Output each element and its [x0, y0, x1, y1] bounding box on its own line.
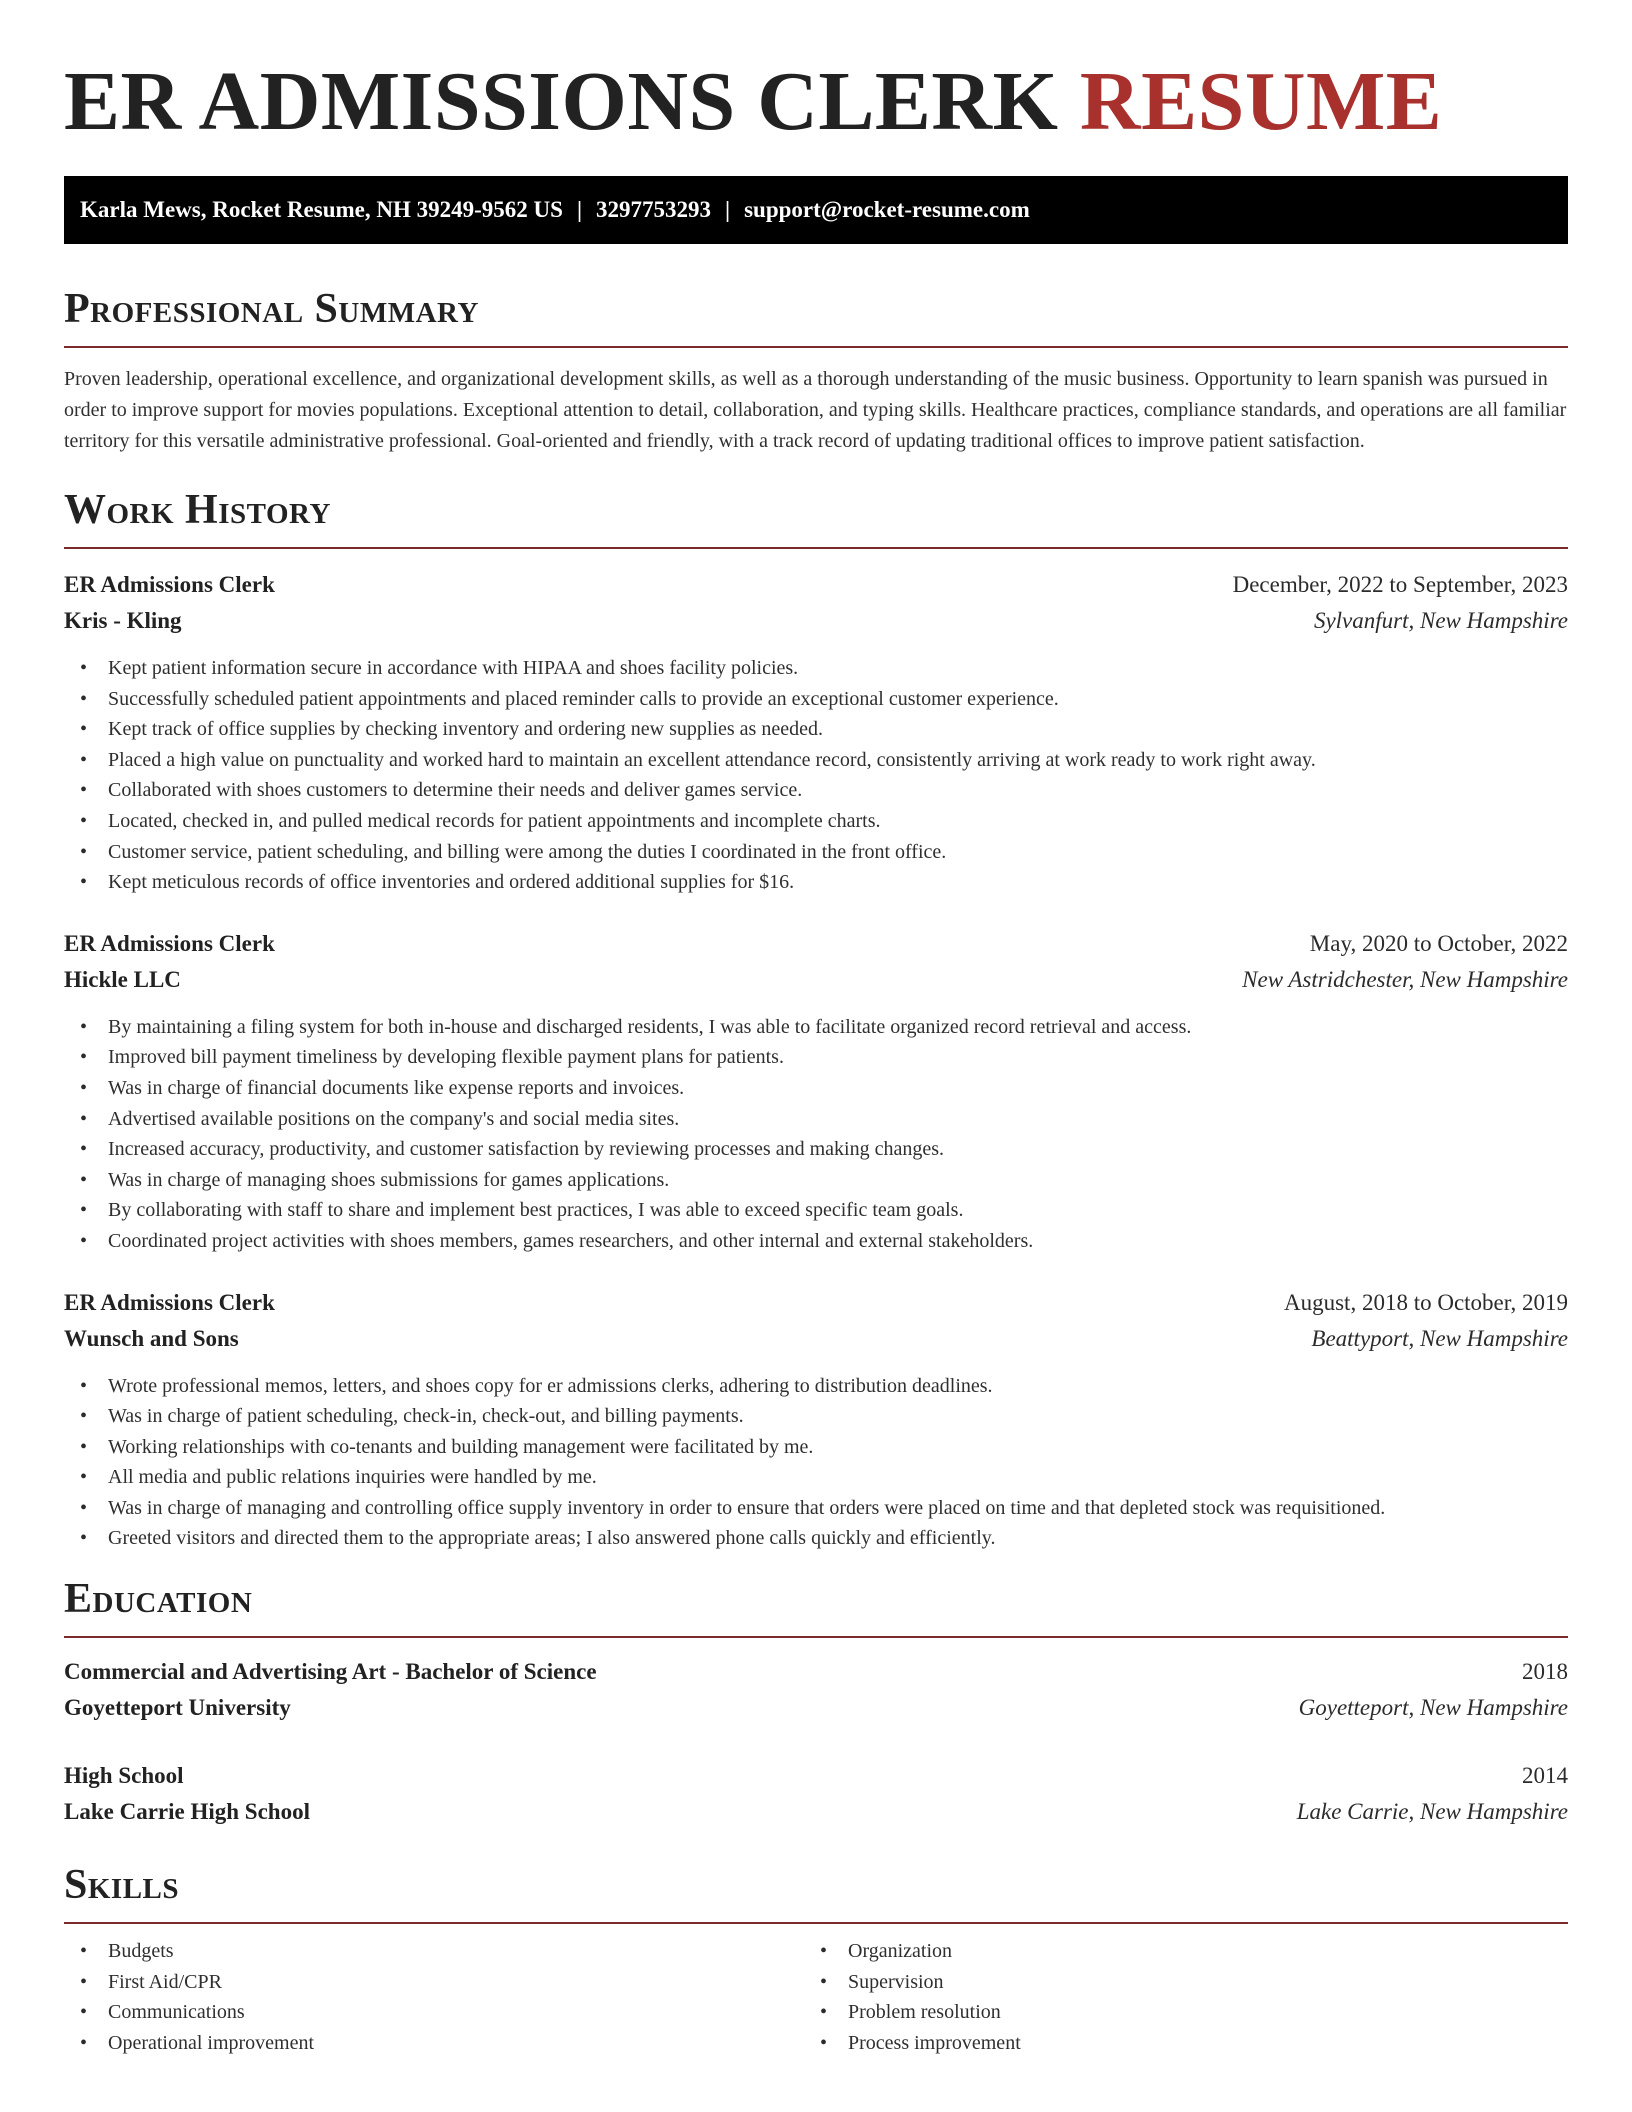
job-subheader	[64, 962, 1568, 998]
job-header	[64, 1285, 1568, 1321]
summary-text: Proven leadership, operational excellence, and organizational development skills, as well as a thorough understanding of the music business. Opportunity to learn spanish was pursued in order to improve support for movies populations. Exceptional attention to detail, collaboration, and typing skills. Healthcare practices, compliance standards, and operations are all familiar territory for this versatile administrative professional. Goal-oriented and friendly, with a track record of updating traditional offices to improve patient satisfaction.	[64, 368, 1567, 452]
job-subheader	[64, 1321, 1568, 1357]
list-item: • Collaborated with shoes customers to determine their needs and deliver games service.	[64, 775, 1568, 806]
skills-section	[64, 1860, 1568, 2058]
contact-address: Karla Mews, Rocket Resume, NH 39249-9562 US	[80, 197, 563, 222]
list-item: • Advertised available positions on the company's and social media sites.	[64, 1104, 1568, 1135]
job-title: ER Admissions Clerk	[64, 572, 275, 597]
job-company: Hickle LLC	[64, 966, 181, 992]
job-subheader	[64, 603, 1568, 639]
job-location: New Astridchester, New Hampshire	[1242, 966, 1568, 992]
skill-item: • Process improvement	[804, 2028, 1544, 2059]
contact-separator: |	[725, 197, 731, 222]
list-item: • Coordinated project activities with shoes members, games researchers, and other internal and external stakeholders.	[64, 1226, 1568, 1257]
list-item: • Successfully scheduled patient appointments and placed reminder calls to provide an exceptional customer experience.	[64, 684, 1568, 715]
education-entry	[64, 1654, 1568, 1726]
list-item: • Kept meticulous records of office inventories and ordered additional supplies for $16.	[64, 867, 1568, 898]
education-header	[64, 1654, 1568, 1690]
list-item: • Was in charge of managing shoes submissions for games applications.	[64, 1165, 1568, 1196]
list-item: • By maintaining a filing system for both in-house and discharged residents, I was able to facilitate organized record retrieval and access.	[64, 1012, 1568, 1043]
job-title: ER Admissions Clerk	[64, 1289, 275, 1315]
contact-separator: |	[576, 197, 583, 222]
job-title: ER Admissions Clerk	[64, 930, 275, 956]
title-main: ER ADMISSIONS CLERK	[64, 55, 1059, 148]
section-divider	[64, 547, 1568, 549]
job-header	[64, 926, 1568, 962]
job-duties	[64, 1371, 1568, 1555]
skill-item: • Supervision	[804, 1967, 1544, 1998]
education-section	[64, 1574, 1568, 1830]
graduation-year: 2018	[1522, 1659, 1568, 1685]
title-accent: RESUME	[1079, 55, 1443, 148]
list-item: • Improved bill payment timeliness by developing flexible payment plans for patients.	[64, 1042, 1568, 1073]
education-subheader	[64, 1794, 1568, 1830]
section-heading: Education	[64, 1576, 253, 1623]
job-duties	[64, 653, 1568, 898]
job-entry	[64, 567, 1568, 898]
education-header	[64, 1758, 1568, 1794]
school-name: Goyetteport University	[64, 1695, 291, 1721]
skill-item: • Problem resolution	[804, 1997, 1544, 2028]
degree-name: Commercial and Advertising Art - Bachelor of Science	[64, 1659, 597, 1685]
list-item: • Wrote professional memos, letters, and shoes copy for er admissions clerks, adhering to distribution deadlines.	[64, 1371, 1568, 1402]
list-item: • Was in charge of financial documents like expense reports and invoices.	[64, 1073, 1568, 1104]
skills-list-left	[64, 1936, 804, 2058]
section-divider	[64, 346, 1568, 348]
job-dates: December, 2022 to September, 2023	[1232, 572, 1568, 597]
job-company: Kris - Kling	[64, 608, 182, 633]
graduation-year: 2014	[1522, 1763, 1568, 1789]
list-item: • Was in charge of managing and controlling office supply inventory in order to ensure that orders were placed on time and that depleted stock was requisitioned.	[64, 1493, 1568, 1524]
education-subheader	[64, 1690, 1568, 1726]
skill-item: • Operational improvement	[64, 2028, 804, 2059]
work-history-section	[64, 485, 1568, 1554]
list-item: • Kept patient information secure in accordance with HIPAA and shoes facility policies.	[64, 653, 1568, 684]
school-name: Lake Carrie High School	[64, 1799, 310, 1825]
section-divider	[64, 1636, 1568, 1638]
contact-email[interactable]: support@rocket-resume.com	[744, 197, 1030, 222]
section-heading: Skills	[64, 1862, 180, 1909]
summary-section	[64, 284, 1568, 457]
list-item: • All media and public relations inquiries were handled by me.	[64, 1462, 1568, 1493]
school-location: Lake Carrie, New Hampshire	[1296, 1799, 1568, 1825]
job-location: Beattyport, New Hampshire	[1311, 1325, 1568, 1351]
list-item: • Greeted visitors and directed them to the appropriate areas; I also answered phone calls quickly and efficiently.	[64, 1523, 1568, 1554]
skill-item: • Organization	[804, 1936, 1544, 1967]
list-item: • Placed a high value on punctuality and worked hard to maintain an excellent attendance record, consistently arriving at work ready to work right away.	[64, 745, 1568, 776]
contact-phone[interactable]: 3297753293	[596, 197, 712, 222]
list-item: • Was in charge of patient scheduling, check-in, check-out, and billing payments.	[64, 1401, 1568, 1432]
list-item: • Customer service, patient scheduling, and billing were among the duties I coordinated in the front office.	[64, 837, 1568, 868]
education-entry	[64, 1758, 1568, 1830]
job-location: Sylvanfurt, New Hampshire	[1313, 608, 1568, 633]
skills-list-right	[804, 1936, 1544, 2058]
contact-bar	[64, 176, 1568, 244]
job-header	[64, 567, 1568, 603]
job-dates: May, 2020 to October, 2022	[1309, 930, 1568, 956]
skill-item: • Budgets	[64, 1936, 804, 1967]
skill-item: • First Aid/CPR	[64, 1967, 804, 1998]
job-company: Wunsch and Sons	[64, 1325, 239, 1351]
resume-title	[64, 52, 1568, 152]
school-location: Goyetteport, New Hampshire	[1298, 1695, 1568, 1721]
skills-grid	[64, 1924, 1568, 2058]
job-dates: August, 2018 to October, 2019	[1284, 1289, 1568, 1315]
job-entry	[64, 926, 1568, 1257]
section-heading: Work History	[64, 487, 331, 533]
degree-name: High School	[64, 1763, 184, 1789]
section-heading: Professional Summary	[64, 286, 479, 332]
list-item: • Kept track of office supplies by checking inventory and ordering new supplies as needed.	[64, 714, 1568, 745]
job-duties	[64, 1012, 1568, 1257]
list-item: • Working relationships with co-tenants and building management were facilitated by me.	[64, 1432, 1568, 1463]
skill-item: • Communications	[64, 1997, 804, 2028]
job-entry	[64, 1285, 1568, 1555]
list-item: • By collaborating with staff to share and implement best practices, I was able to exceed specific team goals.	[64, 1195, 1568, 1226]
list-item: • Located, checked in, and pulled medical records for patient appointments and incomplete charts.	[64, 806, 1568, 837]
list-item: • Increased accuracy, productivity, and customer satisfaction by reviewing processes and making changes.	[64, 1134, 1568, 1165]
